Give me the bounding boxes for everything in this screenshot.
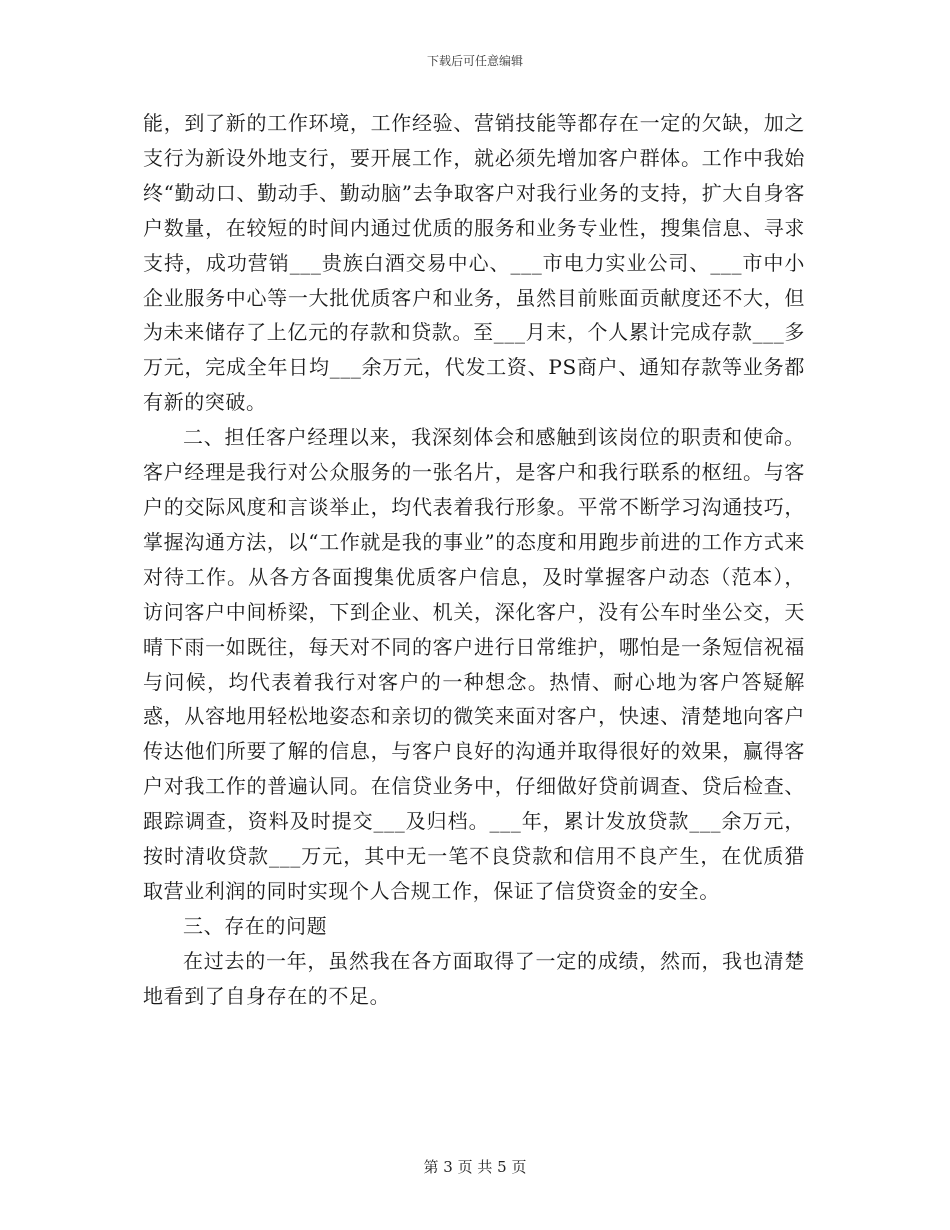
- section-heading-problems: 三、存在的问题: [183, 913, 328, 938]
- page-number: 第 3 页 共 5 页: [423, 1158, 527, 1176]
- page-header: 下载后可任意编辑: [426, 54, 523, 68]
- document-body: [143, 106, 805, 1014]
- paragraph-problems: 在过去的一年，虽然我在各方面取得了一定的成绩，然而，我也清楚地看到了自身存在的不足。: [143, 948, 805, 1008]
- paragraph-section-two: 二、担任客户经理以来，我深刻体会和感触到该岗位的职责和使命。客户经理是我行对公众服务的一张名片，是客户和我行联系的枢纽。与客户的交际风度和言谈举止，均代表着我行形象。平常不断学习沟通技巧，掌握沟通方法，以“工作就是我的事业”的态度和用跑步前进的工作方式来对待工作。从各方各面搜集优质客户信息，及时掌握客户动态（范本），访问客户中间桥梁，下到企业、机关，深化客户，没有公车时坐公交，天晴下雨一如既往，每天对不同的客户进行日常维护，哪怕是一条短信祝福与问候，均代表着我行对客户的一种想念。热情、耐心地为客户答疑解惑，从容地用轻松地姿态和亲切的微笑来面对客户，快速、清楚地向客户传达他们所要了解的信息，与客户良好的沟通并取得很好的效果，赢得客户对我工作的普遍认同。在信贷业务中，仔细做好贷前调查、贷后检查、跟踪调查，资料及时提交___及归档。___年，累计发放贷款___余万元，按时清收贷款___万元，其中无一笔不良贷款和信用不良产生，在优质猎取营业利润的同时实现个人合规工作，保证了信贷资金的安全。: [143, 425, 805, 903]
- paragraph-continuation: 能，到了新的工作环境，工作经验、营销技能等都存在一定的欠缺，加之支行为新设外地支行，要开展工作，就必须先增加客户群体。工作中我始终“勤动口、勤动手、勤动脑”去争取客户对我行业务的支持，扩大自身客户数量，在较短的时间内通过优质的服务和业务专业性，搜集信息、寻求支持，成功营销___贵族白酒交易中心、___市电力实业公司、___市中小企业服务中心等一大批优质客户和业务，虽然目前账面贡献度还不大，但为未来储存了上亿元的存款和贷款。至___月末，个人累计完成存款___多万元，完成全年日均___余万元，代发工资、PS商户、通知存款等业务都有新的突破。: [143, 111, 805, 415]
